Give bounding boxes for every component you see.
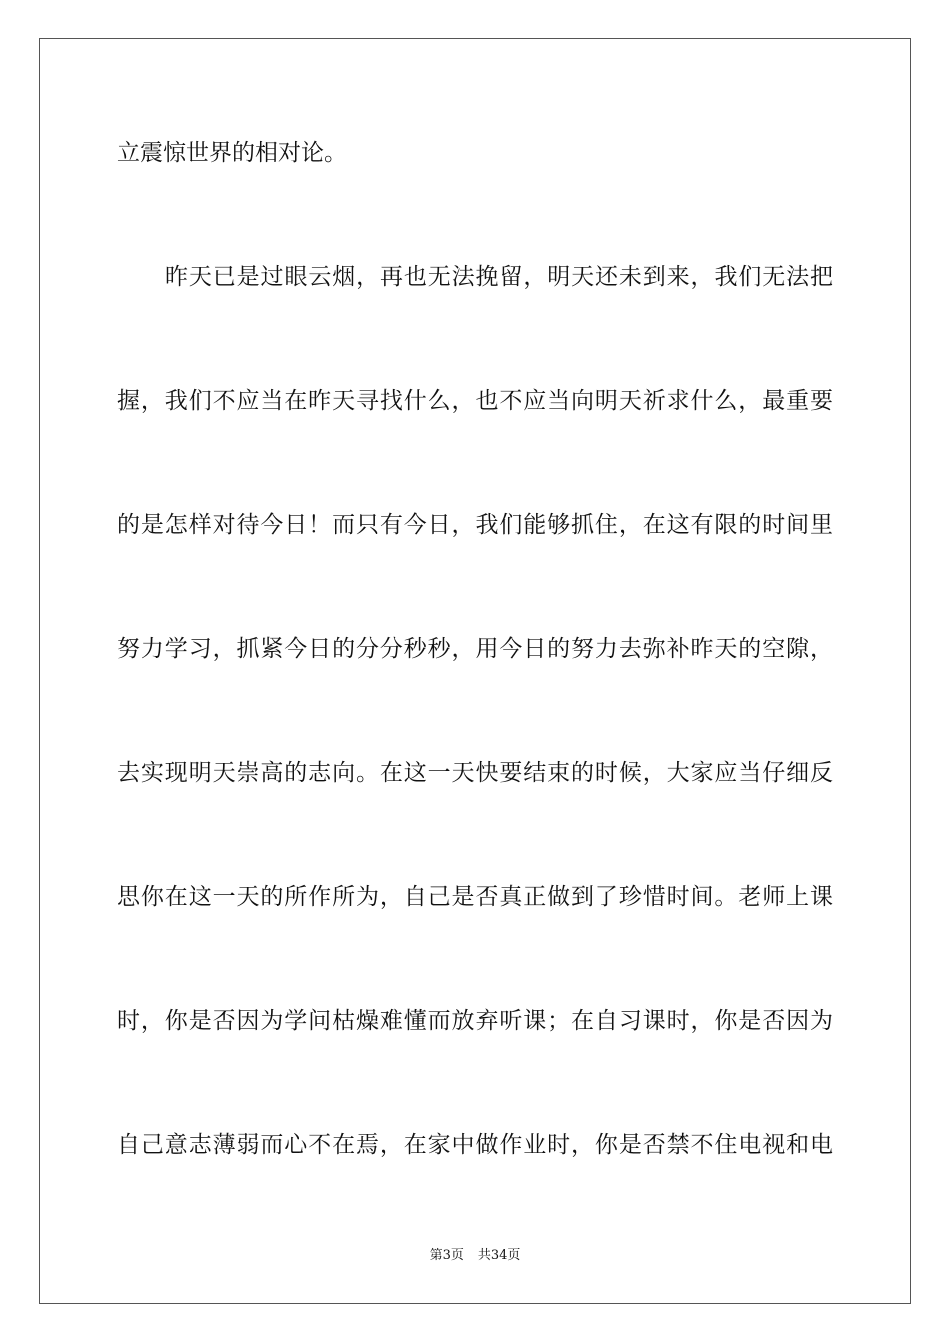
page-footer <box>0 1247 950 1265</box>
text-line-1: 立震惊世界的相对论。 <box>117 140 347 166</box>
text-line-6: 去实现明天崇高的志向。在这一天快要结束的时候，大家应当仔细反 <box>117 760 833 786</box>
page-number: 第3页 <box>429 1248 464 1263</box>
text-line-5: 努力学习，抓紧今日的分分秒秒，用今日的努力去弥补昨天的空隙， <box>117 636 833 662</box>
text-line-9: 自己意志薄弱而心不在焉，在家中做作业时，你是否禁不住电视和电 <box>117 1132 833 1158</box>
text-line-3: 握，我们不应当在昨天寻找什么，也不应当向明天祈求什么，最重要 <box>117 388 833 414</box>
text-line-4: 的是怎样对待今日！而只有今日，我们能够抓住，在这有限的时间里 <box>117 512 833 538</box>
text-line-8: 时，你是否因为学问枯燥难懂而放弃听课；在自习课时，你是否因为 <box>117 1008 833 1034</box>
page-total: 共34页 <box>477 1248 521 1263</box>
page-border <box>39 38 911 1304</box>
text-line-2: 昨天已是过眼云烟，再也无法挽留，明天还未到来，我们无法把 <box>165 264 833 290</box>
text-line-7: 思你在这一天的所作所为，自己是否真正做到了珍惜时间。老师上课 <box>117 884 833 910</box>
